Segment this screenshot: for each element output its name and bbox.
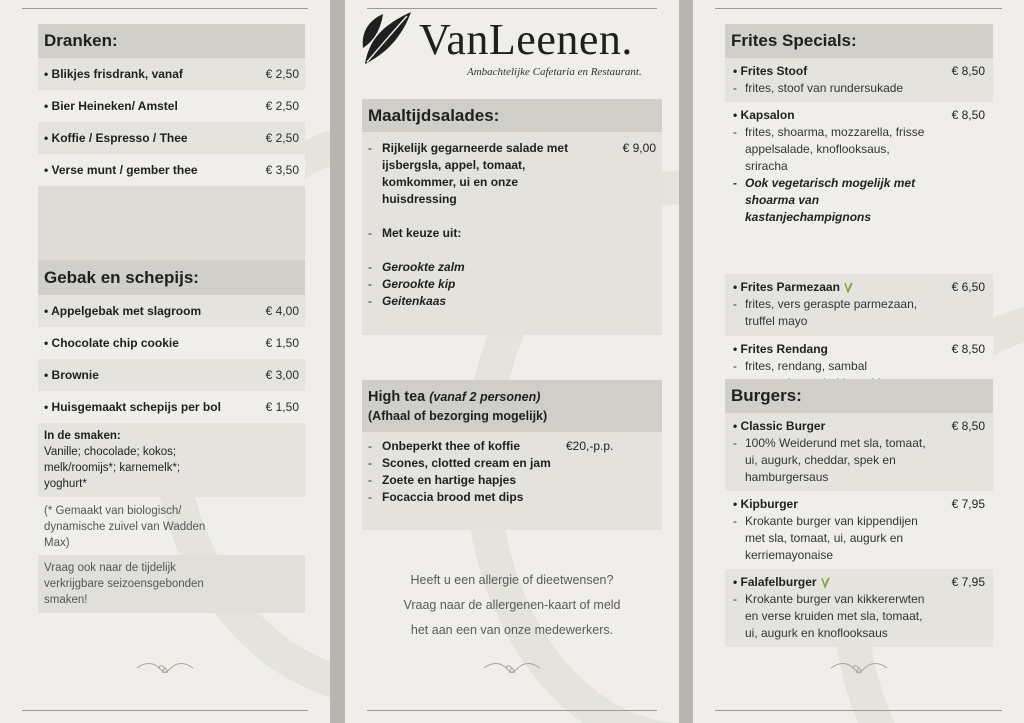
hightea-item: [368, 472, 566, 489]
dash-bullet: [733, 625, 745, 642]
zuivel-footnote: [38, 497, 305, 555]
item-note-line: [733, 192, 929, 209]
menu-row: [38, 295, 305, 327]
item-desc-text: Krokante burger van kikkererwten: [745, 592, 925, 606]
item-price: € 8,50: [951, 108, 985, 122]
dranken-list: [38, 58, 305, 186]
hightea-item: [368, 438, 566, 455]
menu-row: [38, 359, 305, 391]
dranken-section: [38, 24, 305, 260]
item-name: • Frites Stoof: [733, 64, 808, 78]
menu-row: [38, 58, 305, 90]
item-desc-line: [733, 591, 929, 608]
item-desc-text: Krokante burger van kippendijen: [745, 514, 918, 528]
item-name: • Appelgebak met slagroom: [44, 304, 202, 318]
burgers-list: [725, 413, 993, 647]
item-price: € 2,50: [265, 131, 299, 145]
item-price: € 1,50: [265, 336, 299, 350]
dash-bullet: [733, 192, 745, 209]
item-title: [733, 63, 929, 80]
menu-row: [38, 90, 305, 122]
hightea-items: [368, 438, 566, 506]
item-body: [733, 574, 929, 642]
item-note-text: Ook vegetarisch mogelijk met: [745, 176, 916, 190]
smaken-title: In de smaken:: [44, 430, 121, 442]
smaken-list: [44, 444, 299, 492]
dash-bullet: [733, 141, 745, 158]
item-note-line: [733, 175, 929, 192]
burgers-title: Burgers:: [725, 379, 993, 413]
menu-row: [38, 327, 305, 359]
item-price: € 7,95: [951, 497, 985, 511]
item-desc-line: [733, 124, 929, 141]
item-name: • Brownie: [44, 368, 99, 382]
hightea-item-label: Onbeperkt thee of koffie: [382, 439, 521, 453]
hightea-subtitle: (vanaf 2 personen): [429, 390, 541, 404]
dash-bullet: [733, 452, 745, 469]
smaken-line: melk/roomijs*; karnemelk*;: [44, 462, 181, 474]
item-desc-line: [733, 547, 929, 564]
menu-row: [38, 391, 305, 423]
frites-section: [725, 24, 993, 398]
leaf-logo-icon: [359, 8, 415, 66]
item-price: € 8,50: [951, 342, 985, 356]
item-price: € 8,50: [951, 64, 985, 78]
allergy-line: Heeft u een allergie of dieetwensen?: [410, 573, 614, 587]
smaken-box: [38, 423, 305, 497]
item-desc-line: [733, 80, 929, 97]
item-desc-line: [733, 608, 929, 625]
item-desc-line: [733, 313, 929, 330]
menu-row: [38, 154, 305, 186]
dash-bullet: -: [733, 125, 737, 139]
hightea-title: High tea: [368, 389, 426, 405]
dash-bullet: -: [368, 294, 372, 308]
dash-bullet: [733, 313, 745, 330]
dash-bullet: -: [733, 176, 737, 190]
dash-bullet: [733, 158, 745, 175]
footnote-line: Max): [44, 537, 70, 549]
top-rule: [22, 8, 308, 9]
menu-panel-middle: [345, 0, 679, 723]
dash-bullet: -: [368, 473, 372, 487]
item-desc-text: appelsalade, knoflooksaus,: [745, 142, 890, 156]
item-title: [733, 496, 929, 513]
item-desc-text: ui, augurk en knoflooksaus: [745, 626, 888, 640]
item-price: € 3,50: [265, 163, 299, 177]
ornament-icon: [135, 661, 195, 675]
item-desc-text: frites, shoarma, mozzarella, frisse: [745, 125, 925, 139]
item-name: • Classic Burger: [733, 419, 826, 433]
allergy-notice: [362, 568, 662, 643]
item-desc-text: truffel mayo: [745, 314, 808, 328]
menu-item: [725, 491, 993, 569]
seizoen-line: verkrijgbare seizoensgebonden: [44, 578, 204, 590]
item-name: • Koffie / Espresso / Thee: [44, 131, 188, 145]
item-price: € 7,95: [951, 575, 985, 589]
item-price: € 2,50: [265, 99, 299, 113]
vegetarian-leaf-icon: [821, 577, 830, 588]
salade-line: Rijkelijk gegarneerde salade met: [382, 141, 569, 155]
dash-bullet: -: [368, 260, 372, 274]
item-desc-line: [733, 530, 929, 547]
dash-bullet: -: [733, 297, 737, 311]
item-desc-text: hamburgersaus: [745, 470, 829, 484]
salades-section: [362, 99, 662, 335]
dash-bullet: -: [368, 277, 372, 291]
frites-list: [725, 58, 993, 398]
item-title: [733, 574, 929, 591]
item-desc-line: [733, 141, 929, 158]
hightea-header: [362, 380, 662, 432]
item-name: • Bier Heineken/ Amstel: [44, 99, 178, 113]
item-price: € 6,50: [951, 280, 985, 294]
item-desc-text: kerriemayonaise: [745, 548, 834, 562]
salade-item: - Rijkelijk gegarneerde salade met ijsbergsla, appel, tomaat, komkommer, ui en onze huisdressing € 9,00 - Met keuze uit: - Gerookte zalm - Gerookte kip - Geitenkaas: [368, 141, 656, 308]
dash-bullet: -: [733, 592, 737, 606]
menu-row: [38, 122, 305, 154]
allergy-line: Vraag naar de allergenen-kaart of meld: [403, 598, 621, 612]
allergy-line: het aan een van onze medewerkers.: [410, 623, 614, 637]
item-desc-line: [733, 158, 929, 175]
smaken-line: Vanille; chocolade; kokos;: [44, 446, 177, 458]
logo-text: VanLeenen.: [419, 15, 633, 64]
footnote-line: (* Gemaakt van biologisch/: [44, 505, 182, 517]
dash-bullet: [733, 469, 745, 486]
salade-line: huisdressing: [382, 192, 457, 206]
menu-panel-left: [0, 0, 330, 723]
item-desc-text: sriracha: [745, 159, 788, 173]
keuze-label: Met keuze uit:: [382, 226, 462, 240]
hightea-item-label: Zoete en hartige hapjes: [382, 473, 517, 487]
item-desc-line: [733, 469, 929, 486]
hightea-price: €20,-p.p.: [566, 439, 614, 453]
dash-bullet: [733, 547, 745, 564]
item-body: [733, 496, 929, 564]
frites-title: Frites Specials:: [725, 24, 993, 58]
item-name: • Kapsalon: [733, 108, 795, 122]
item-desc-line: [733, 358, 929, 375]
item-name: • Verse munt / gember thee: [44, 163, 198, 177]
item-desc-text: ui, augurk, cheddar, spek en: [745, 453, 896, 467]
dash-bullet: -: [368, 490, 372, 504]
item-desc-text: met sla, tomaat, ui, augurk en: [745, 531, 904, 545]
salade-description: [382, 140, 596, 208]
item-desc-text: frites, vers geraspte parmezaan,: [745, 297, 918, 311]
item-desc-text: frites, rendang, sambal: [745, 359, 868, 373]
dash-bullet: -: [733, 81, 737, 95]
item-name: • Falafelburger: [733, 575, 817, 589]
logo-subtitle: Ambachtelijke Cafetaria en Restaurant.: [467, 66, 642, 78]
item-desc-line: [733, 513, 929, 530]
footnote-line: dynamische zuivel van Wadden: [44, 521, 206, 533]
bottom-rule: [715, 710, 1002, 711]
item-name: • Huisgemaakt schepijs per bol: [44, 400, 221, 414]
menu-item: [725, 58, 993, 102]
vegetarian-leaf-icon: [844, 282, 853, 293]
item-body: [733, 279, 929, 331]
item-desc-line: [733, 435, 929, 452]
item-desc-text: en verse kruiden met sla, tomaat,: [745, 609, 923, 623]
seizoen-line: smaken!: [44, 594, 88, 606]
salade-line: komkommer, ui en onze: [382, 175, 519, 189]
item-desc-line: [733, 296, 929, 313]
ornament-icon: [482, 661, 542, 675]
bottom-rule: [22, 710, 308, 711]
item-note-text: shoarma van: [745, 193, 820, 207]
item-body: [733, 63, 929, 97]
gebak-list: [38, 295, 305, 423]
hightea-item-label: Scones, clotted cream en jam: [382, 456, 551, 470]
item-desc-line: [733, 452, 929, 469]
dash-bullet: [733, 209, 745, 226]
menu-item: [725, 102, 993, 274]
burgers-section: [725, 379, 993, 647]
menu-item: [725, 569, 993, 647]
item-name: • Chocolate chip cookie: [44, 336, 179, 350]
item-price: € 4,00: [265, 304, 299, 318]
dash-bullet: [733, 530, 745, 547]
keuze-option-label: Gerookte zalm: [382, 260, 465, 274]
item-title: [733, 341, 929, 358]
menu-item: [725, 274, 993, 336]
item-price: € 2,50: [265, 67, 299, 81]
item-name: • Blikjes frisdrank, vanaf: [44, 67, 183, 81]
keuze-option: [368, 293, 656, 310]
bottom-rule: [367, 710, 657, 711]
seizoen-note: [38, 555, 305, 613]
item-note-line: [733, 209, 929, 226]
hightea-item: [368, 455, 566, 472]
salade-price: € 9,00: [622, 141, 656, 155]
top-rule: [715, 8, 1002, 9]
keuze-option: [368, 276, 656, 293]
dash-bullet: -: [368, 439, 372, 453]
hightea-item-label: Focaccia brood met dips: [382, 490, 524, 504]
hightea-item: [368, 489, 566, 506]
dranken-title: Dranken:: [38, 24, 305, 58]
item-price: € 3,00: [265, 368, 299, 382]
item-name: • Kipburger: [733, 497, 798, 511]
gebak-section: [38, 260, 305, 613]
smaken-line: yoghurt*: [44, 478, 87, 490]
hightea-delivery: (Afhaal of bezorging mogelijk): [368, 409, 548, 423]
keuze-option-label: Gerookte kip: [382, 277, 456, 291]
dash-bullet: -: [733, 514, 737, 528]
hightea-section: [362, 380, 662, 530]
item-price: € 8,50: [951, 419, 985, 433]
item-name: • Frites Rendang: [733, 342, 828, 356]
item-desc-text: 100% Weiderund met sla, tomaat,: [745, 436, 926, 450]
keuze-option: [368, 259, 656, 276]
keuze-options: [368, 259, 656, 310]
item-name: • Frites Parmezaan: [733, 280, 840, 294]
dash-bullet: [733, 608, 745, 625]
item-note-text: kastanjechampignons: [745, 210, 872, 224]
dash-bullet: -: [733, 436, 737, 450]
item-price: € 1,50: [265, 400, 299, 414]
item-desc-text: frites, stoof van rundersukade: [745, 81, 904, 95]
dash-bullet: -: [368, 456, 372, 470]
salade-line: ijsbergsla, appel, tomaat,: [382, 158, 526, 172]
salades-title: Maaltijdsalades:: [362, 99, 662, 132]
item-desc-line: [733, 625, 929, 642]
menu-panel-right: [693, 0, 1024, 723]
ornament-icon: [829, 661, 889, 675]
gebak-title: Gebak en schepijs:: [38, 260, 305, 295]
item-body: [733, 107, 929, 269]
item-body: [733, 418, 929, 486]
keuze-option-label: Geitenkaas: [382, 294, 447, 308]
seizoen-line: Vraag ook naar de tijdelijk: [44, 562, 176, 574]
item-title: [733, 279, 929, 296]
item-title: [733, 418, 929, 435]
menu-item: [725, 413, 993, 491]
logo: [359, 6, 669, 86]
dash-bullet: -: [733, 359, 737, 373]
item-title: [733, 107, 929, 124]
